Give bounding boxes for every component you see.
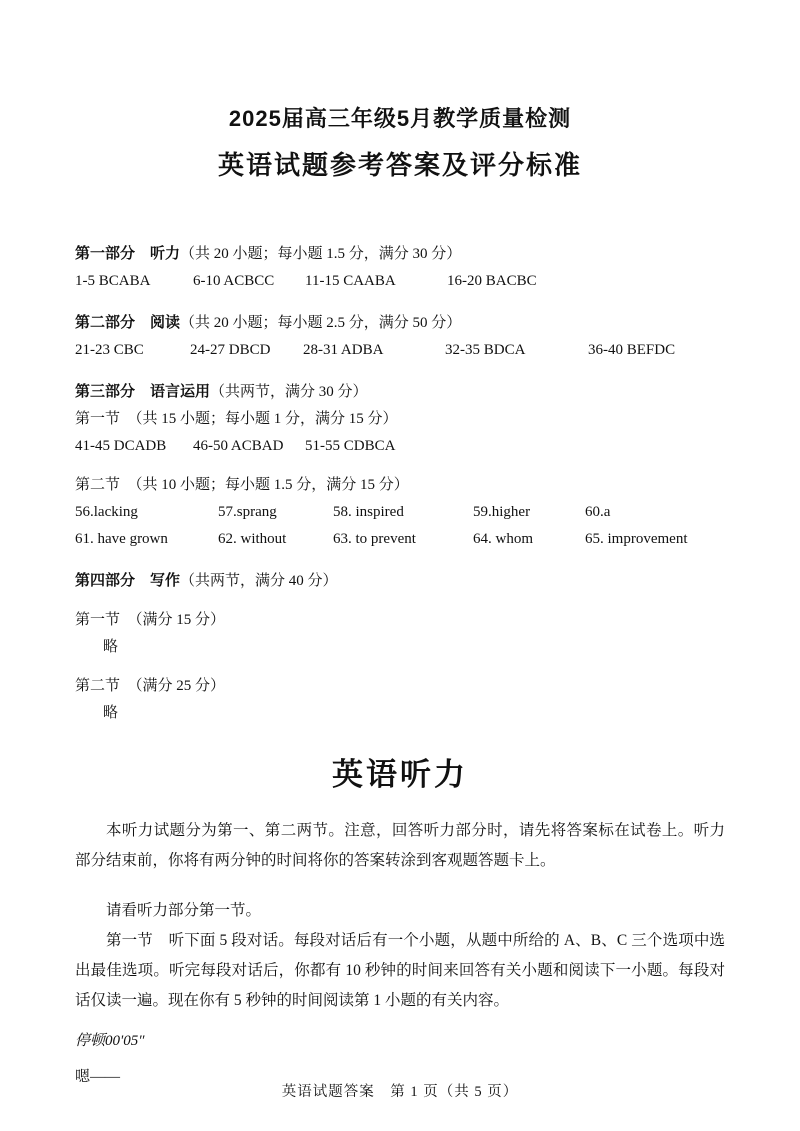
- part2-section: [75, 309, 725, 364]
- listening-intro-paragraph: 本听力试题分为第一、第二两节。注意，回答听力部分时，请先将答案标在试卷上。听力部分结束前，你将有两分钟的时间将你的答案转涂到客观题答题卡上。: [75, 822, 725, 869]
- part4-name: 第四部分 写作: [75, 572, 181, 589]
- answer-item: 51-55 CDBCA: [305, 438, 396, 454]
- section1-meta: （共 15 小题；每小题 1 分，满分 15 分）: [135, 411, 398, 427]
- answer-item: 6-10 ACBCC: [193, 273, 275, 289]
- answer-item: 16-20 BACBC: [447, 273, 537, 289]
- part3-name: 第三部分 语言运用: [75, 383, 211, 400]
- part4-section1-heading: [75, 607, 725, 634]
- part2-answer-row: [75, 337, 725, 364]
- section1-name: 第一节: [75, 411, 121, 427]
- answer-item: 61. have grown: [75, 531, 168, 547]
- answer-item: 59.higher: [473, 504, 531, 520]
- listening-section1-instructions: 第一节 听下面 5 段对话。每段对话后有一个小题，从题中所给的 A、B、C 三个选项中选出最佳选项。听完每段对话后，你都有 10 秒钟的时间来回答有关小题和阅读下一小题。每段对话仅读一遍。现在你有 5 秒钟的时间阅读第 1 小题的有关内容。: [75, 932, 725, 1009]
- answer-item: 32-35 BDCA: [445, 342, 526, 358]
- part1-meta: （共 20 小题；每小题 1.5 分，满分 30 分）: [180, 246, 462, 262]
- answer-item: 24-27 DBCD: [190, 342, 271, 358]
- answer-item: 56.lacking: [75, 504, 138, 520]
- part4-section1-answer: 略: [103, 639, 119, 655]
- part4-heading: [75, 567, 725, 595]
- answer-item: 65. improvement: [585, 531, 688, 547]
- section1-meta: （满分 15 分）: [135, 612, 226, 628]
- part1-name: 第一部分 听力: [75, 245, 181, 262]
- part1-heading: [75, 240, 725, 268]
- part4-meta: （共两节，满分 40 分）: [180, 573, 338, 589]
- answer-item: 11-15 CAABA: [305, 273, 396, 289]
- section2-meta: （共 10 小题；每小题 1.5 分，满分 15 分）: [135, 477, 409, 493]
- answer-item: 1-5 BCABA: [75, 273, 151, 289]
- answer-item: 64. whom: [473, 531, 533, 547]
- part2-name: 第二部分 阅读: [75, 314, 181, 331]
- answer-item: 46-50 ACBAD: [193, 438, 284, 454]
- answer-item: 60.a: [585, 504, 611, 520]
- exam-subtitle: 英语试题参考答案及评分标准: [217, 150, 582, 180]
- part4-section2-heading: [75, 673, 725, 700]
- part3-section: [75, 378, 725, 553]
- section1-name: 第一节: [75, 612, 121, 628]
- page-footer: 英语试题答案 第 1 页（共 5 页）: [281, 1084, 519, 1100]
- part2-heading: [75, 309, 725, 337]
- part3-section1-heading: [75, 406, 725, 433]
- exam-title: 2025届高三年级5月教学质量检测: [228, 106, 572, 131]
- sound-cue: 嗯——: [75, 1069, 121, 1085]
- part4-section2-answer: 略: [103, 705, 119, 721]
- part3-meta: （共两节，满分 30 分）: [210, 384, 368, 400]
- part3-section1-answer-row: [75, 433, 725, 460]
- listening-lead-line: 请看听力部分第一节。: [106, 902, 262, 919]
- answer-item: 21-23 CBC: [75, 342, 144, 358]
- listening-heading: 英语听力: [332, 757, 468, 792]
- part1-section: [75, 240, 725, 295]
- part2-meta: （共 20 小题；每小题 2.5 分，满分 50 分）: [180, 315, 462, 331]
- part3-section2-heading: [75, 472, 725, 499]
- section2-meta: （满分 25 分）: [135, 678, 226, 694]
- part3-heading: [75, 378, 725, 406]
- answer-item: 58. inspired: [333, 504, 404, 520]
- section2-name: 第二节: [75, 678, 121, 694]
- part3-section2-answer-row2: [75, 526, 725, 553]
- part3-section2-answer-row1: [75, 499, 725, 526]
- answer-item: 63. to prevent: [333, 531, 416, 547]
- answer-item: 41-45 DCADB: [75, 438, 167, 454]
- pause-note: 停顿00'05″: [75, 1033, 145, 1049]
- answer-item: 36-40 BEFDC: [588, 342, 676, 358]
- answer-item: 28-31 ADBA: [303, 342, 384, 358]
- section2-name: 第二节: [75, 477, 121, 493]
- part4-section: [75, 567, 725, 727]
- answer-item: 57.sprang: [218, 504, 277, 520]
- answer-item: 62. without: [218, 531, 287, 547]
- part1-answer-row: [75, 268, 725, 295]
